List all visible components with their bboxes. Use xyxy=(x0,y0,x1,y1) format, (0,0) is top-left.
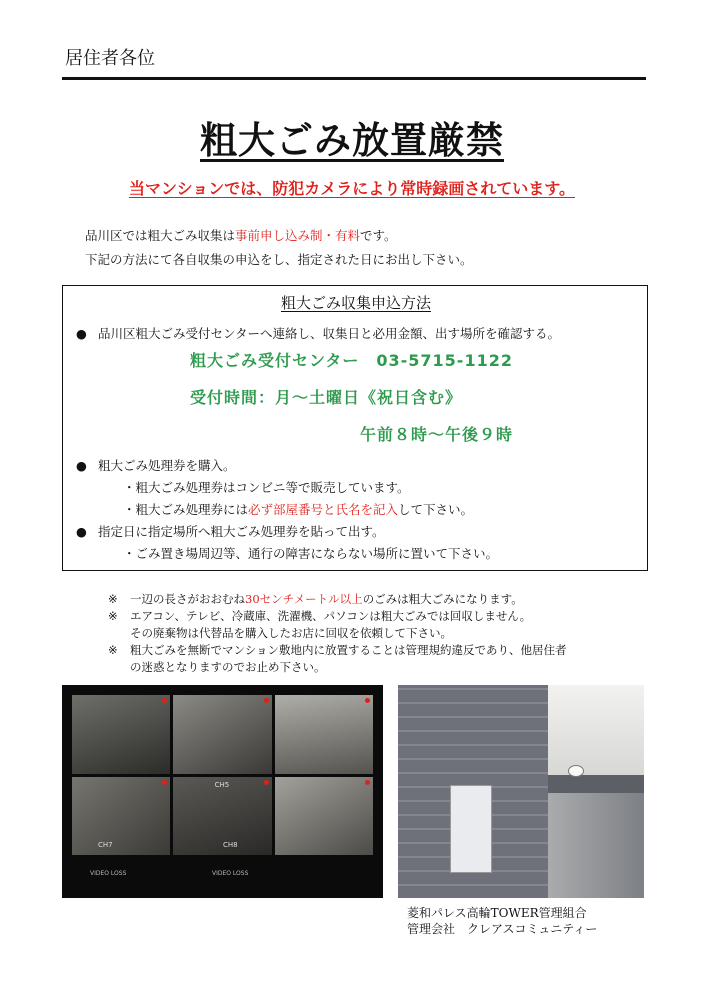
rec-indicator xyxy=(162,698,167,703)
note-mark: ※ xyxy=(108,592,118,606)
rec-indicator xyxy=(365,780,370,785)
salutation: 居住者各位 xyxy=(65,48,155,69)
note-mark: ※ xyxy=(108,643,118,657)
right-wall xyxy=(548,793,644,898)
note-1-text xyxy=(130,591,523,608)
intro-highlight: 事前申し込み制・有料 xyxy=(235,228,361,243)
note-1 xyxy=(108,591,566,608)
note-2 xyxy=(108,608,566,625)
channel-label: CH7 xyxy=(98,841,113,849)
garbage-area-camera-photo xyxy=(398,685,644,898)
footer-management-company: 管理会社 クレアスコミュニティー xyxy=(407,922,598,936)
garbage-area-sign xyxy=(450,785,492,873)
bullet-2-sub-2 xyxy=(123,500,473,518)
rec-indicator xyxy=(264,780,269,785)
sub-2-highlight: 必ず部屋番号と氏名を記入 xyxy=(248,502,399,517)
cctv-feed xyxy=(173,695,271,774)
reception-hours-days: 受付時間：月～土曜日《祝日含む》 xyxy=(190,388,463,407)
channel-label: CH8 xyxy=(223,841,238,849)
rec-indicator xyxy=(264,698,269,703)
video-loss-label: VIDEO LOSS xyxy=(90,870,127,877)
cctv-feed xyxy=(72,777,170,856)
note-1-highlight: 30センチメートル以上 xyxy=(245,592,363,606)
note-2-continued xyxy=(108,625,566,642)
sub-2-suffix: して下さい。 xyxy=(398,502,474,517)
sky xyxy=(548,685,644,775)
note-3-text: 粗大ごみを無断でマンション敷地内に放置することは管理規約違反であり、他居住者 xyxy=(130,643,567,657)
note-2-text: エアコン、テレビ、冷蔵庫、洗濯機、パソコンは粗大ごみでは回収しません。 xyxy=(130,609,532,623)
page-title: 粗大ごみ放置厳禁 xyxy=(200,119,504,162)
application-method-box xyxy=(62,285,648,571)
bullet-1 xyxy=(76,324,560,342)
bullet-dot: ● xyxy=(76,458,87,473)
channel-label: CH5 xyxy=(214,780,230,789)
cctv-feed xyxy=(72,695,170,774)
notes xyxy=(108,591,566,676)
bullet-dot: ● xyxy=(76,326,87,341)
cctv-warning: 当マンションでは、防犯カメラにより常時録画されています。 xyxy=(128,179,575,198)
footer-association: 菱和パレス高輪TOWER管理組合 xyxy=(407,906,587,920)
intro-line-1 xyxy=(85,224,473,248)
note-indent xyxy=(108,659,130,676)
note-2-cont-text: その廃棄物は代替品を購入したお店に回収を依頼して下さい。 xyxy=(130,626,452,640)
bullet-3 xyxy=(76,522,385,540)
bullet-2 xyxy=(76,456,236,474)
note-1-suffix: のごみは粗大ごみになります。 xyxy=(362,592,523,606)
header-divider xyxy=(62,77,646,80)
reception-center-phone: 粗大ごみ受付センター 03-5715-1122 xyxy=(190,351,513,370)
bullet-1-text: 品川区粗大ごみ受付センターへ連絡し、収集日と必用金額、出す場所を確認する。 xyxy=(98,326,561,341)
note-1-prefix: 一辺の長さがおおむね xyxy=(130,592,245,606)
intro-line-2: 下記の方法にて各自収集の申込をし、指定された日にお出し下さい。 xyxy=(85,252,473,267)
footer xyxy=(407,905,597,937)
intro-text xyxy=(85,224,473,272)
note-3-cont-text: の迷惑となりますのでお止め下さい。 xyxy=(130,660,326,674)
note-indent xyxy=(108,625,130,642)
security-camera-icon xyxy=(568,765,584,777)
reception-hours-time: 午前８時～午後９時 xyxy=(360,425,514,444)
bullet-dot: ● xyxy=(76,524,87,539)
box-title: 粗大ごみ収集申込方法 xyxy=(280,294,431,312)
bullet-3-sub-1: ・ごみ置き場周辺等、通行の障害にならない場所に置いて下さい。 xyxy=(123,546,499,561)
bullet-2-sub-1: ・粗大ごみ処理券はコンビニ等で販売しています。 xyxy=(123,480,410,495)
beam xyxy=(548,775,644,793)
rec-indicator xyxy=(365,698,370,703)
cctv-screen-grid xyxy=(72,695,373,855)
sub-2-text: ・粗大ごみ処理券には xyxy=(123,502,249,517)
note-mark: ※ xyxy=(108,609,118,623)
cctv-feed xyxy=(275,695,373,774)
intro-line-1-suffix: です。 xyxy=(360,228,397,243)
note-3 xyxy=(108,642,566,659)
note-3-continued xyxy=(108,659,566,676)
video-loss-label: VIDEO LOSS xyxy=(212,870,249,877)
cctv-monitor-photo xyxy=(62,685,383,898)
bullet-3-text: 指定日に指定場所へ粗大ごみ処理券を貼って出す。 xyxy=(98,524,385,539)
cctv-feed xyxy=(275,777,373,856)
rec-indicator xyxy=(162,780,167,785)
intro-line-1-text: 品川区では粗大ごみ収集は xyxy=(85,228,236,243)
bullet-2-text: 粗大ごみ処理券を購入。 xyxy=(98,458,236,473)
